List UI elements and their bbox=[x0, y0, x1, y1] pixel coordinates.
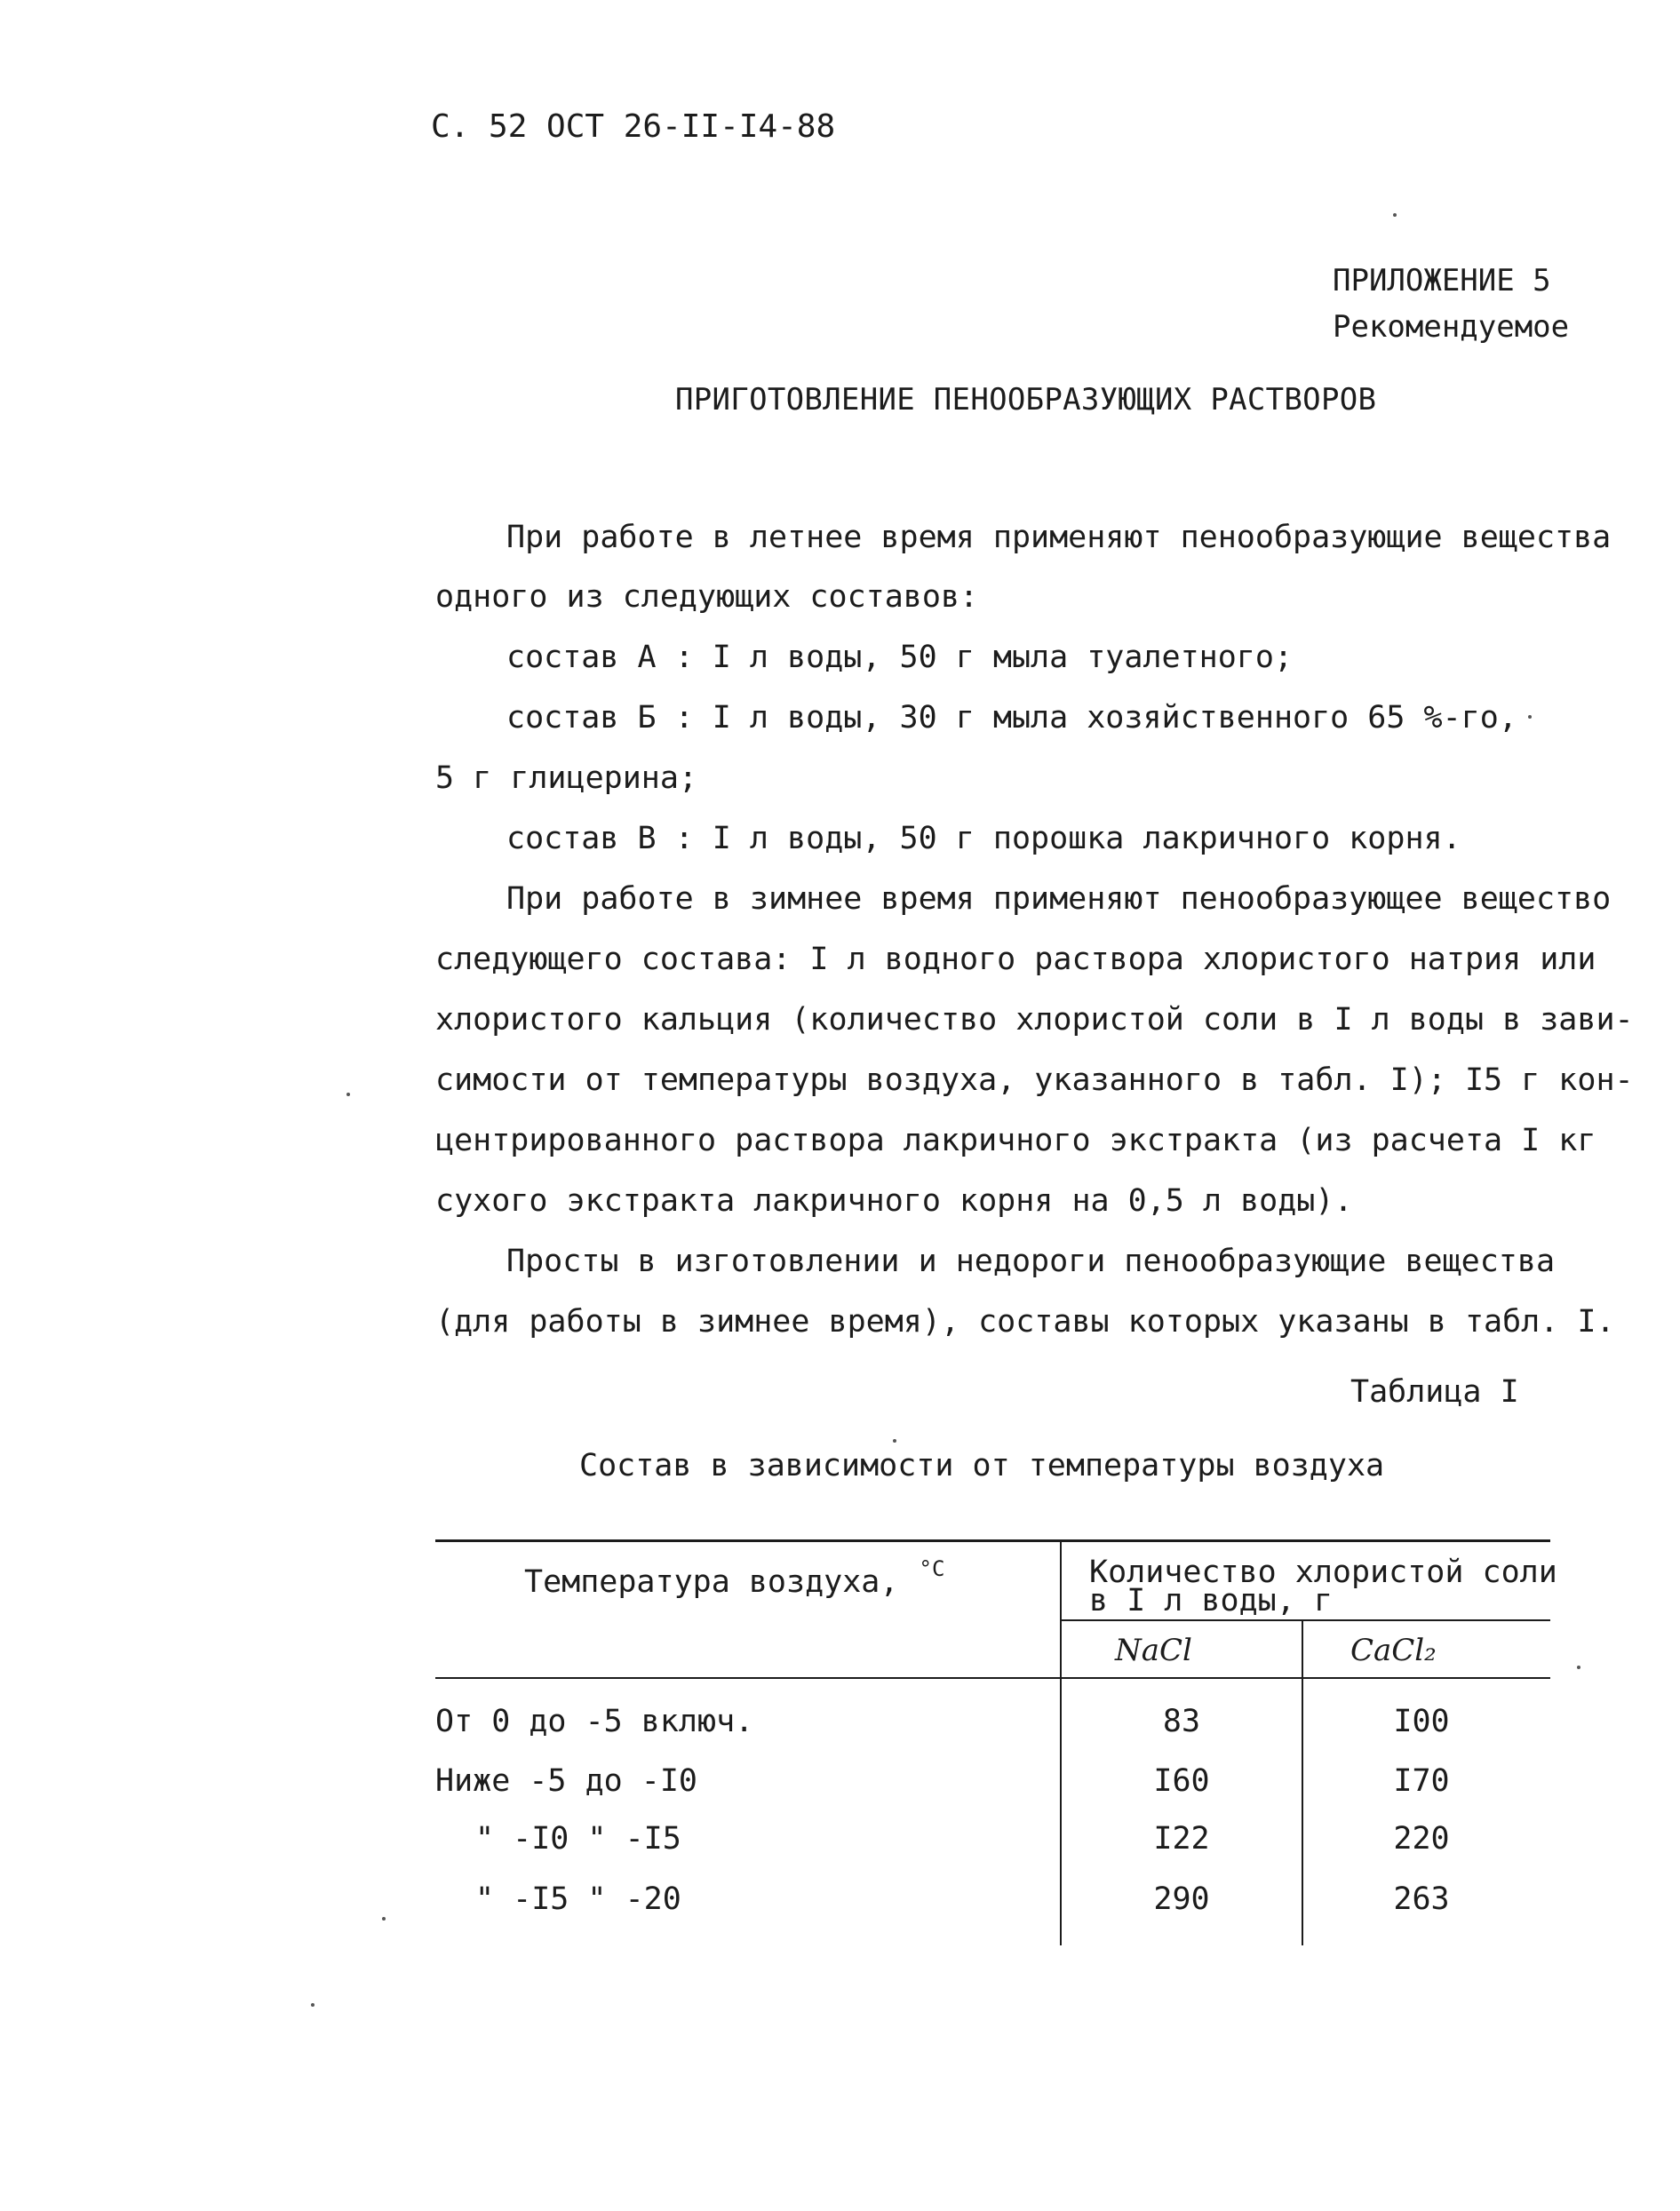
page-header: С. 52 ОСТ 26-II-I4-88 bbox=[431, 108, 836, 145]
table-caption: Состав в зависимости от температуры воздуха bbox=[579, 1448, 1385, 1483]
body-line: состав А : I л воды, 50 г мыла туалетного; bbox=[506, 640, 1294, 675]
table-row-nacl: I60 bbox=[1153, 1763, 1210, 1799]
body-line: Просты в изготовлении и недороги пенообразующие вещества bbox=[506, 1244, 1556, 1279]
body-line: сухого экстракта лакричного корня на 0,5 л воды). bbox=[435, 1183, 1353, 1219]
body-line: состав В : I л воды, 50 г порошка лакричного корня. bbox=[506, 821, 1461, 856]
scan-speck bbox=[893, 1439, 896, 1443]
table-header-quantity: Количество хлористой соли bbox=[1089, 1555, 1557, 1590]
body-line: следующего состава: I л водного раствора хлористого натрия или bbox=[435, 942, 1596, 977]
scan-speck bbox=[1528, 715, 1532, 719]
table-row-nacl: 290 bbox=[1153, 1881, 1210, 1917]
table-subheader-rule bbox=[1062, 1619, 1550, 1621]
table-label: Таблица I bbox=[1350, 1374, 1519, 1410]
table-row-cacl2: 220 bbox=[1393, 1821, 1450, 1857]
table-row-cacl2: I70 bbox=[1393, 1763, 1450, 1799]
appendix-number: ПРИЛОЖЕНИЕ 5 bbox=[1333, 263, 1551, 298]
table-header-nacl: NaCl bbox=[1115, 1633, 1192, 1668]
table-row-cacl2: 263 bbox=[1393, 1881, 1450, 1917]
body-line: симости от температуры воздуха, указанного в табл. I); I5 г кон- bbox=[435, 1062, 1634, 1098]
table-header-temperature: Температура воздуха, $^{^\circ С}$ bbox=[524, 1556, 945, 1600]
body-line: При работе в зимнее время применяют пенообразующее вещество bbox=[506, 881, 1612, 917]
table-row-nacl: I22 bbox=[1153, 1821, 1210, 1857]
table-top-rule bbox=[435, 1539, 1550, 1542]
body-line: состав Б : I л воды, 30 г мыла хозяйственного 65 %-го, bbox=[506, 700, 1517, 736]
table-row-temp: Ниже -5 до -I0 bbox=[435, 1763, 698, 1799]
body-line: центрированного раствора лакричного экстракта (из расчета I кг bbox=[435, 1123, 1596, 1158]
table-row-temp: От 0 до -5 включ. bbox=[435, 1704, 754, 1739]
table-row-temp: " -I5 " -20 bbox=[475, 1881, 681, 1917]
document-title: ПРИГОТОВЛЕНИЕ ПЕНООБРАЗУЮЩИХ РАСТВОРОВ bbox=[675, 382, 1377, 418]
scan-speck bbox=[311, 2003, 315, 2007]
scan-speck bbox=[346, 1093, 350, 1096]
scan-speck bbox=[1393, 213, 1397, 217]
body-line: При работе в летнее время применяют пенообразующие вещества bbox=[506, 520, 1612, 555]
appendix-status: Рекомендуемое bbox=[1333, 309, 1570, 345]
body-line: 5 г глицерина; bbox=[435, 760, 698, 796]
table-vertical-rule-left bbox=[1060, 1541, 1062, 1945]
table-row-temp: " -I0 " -I5 bbox=[475, 1821, 681, 1857]
table-header-cacl2: CaCl₂ bbox=[1350, 1633, 1437, 1668]
body-line: хлористого кальция (количество хлористой соли в I л воды в зави- bbox=[435, 1002, 1634, 1038]
table-row-cacl2: I00 bbox=[1393, 1704, 1450, 1739]
scan-speck bbox=[1577, 1666, 1580, 1669]
table-header-quantity-unit: в I л воды, г bbox=[1089, 1583, 1333, 1618]
scan-speck bbox=[382, 1917, 386, 1921]
body-line: одного из следующих составов: bbox=[435, 579, 979, 615]
body-line: (для работы в зимнее время), составы которых указаны в табл. I. bbox=[435, 1304, 1615, 1340]
table-vertical-rule-mid bbox=[1302, 1621, 1303, 1945]
table-header-bottom-rule bbox=[435, 1677, 1550, 1679]
table-row-nacl: 83 bbox=[1162, 1704, 1201, 1739]
